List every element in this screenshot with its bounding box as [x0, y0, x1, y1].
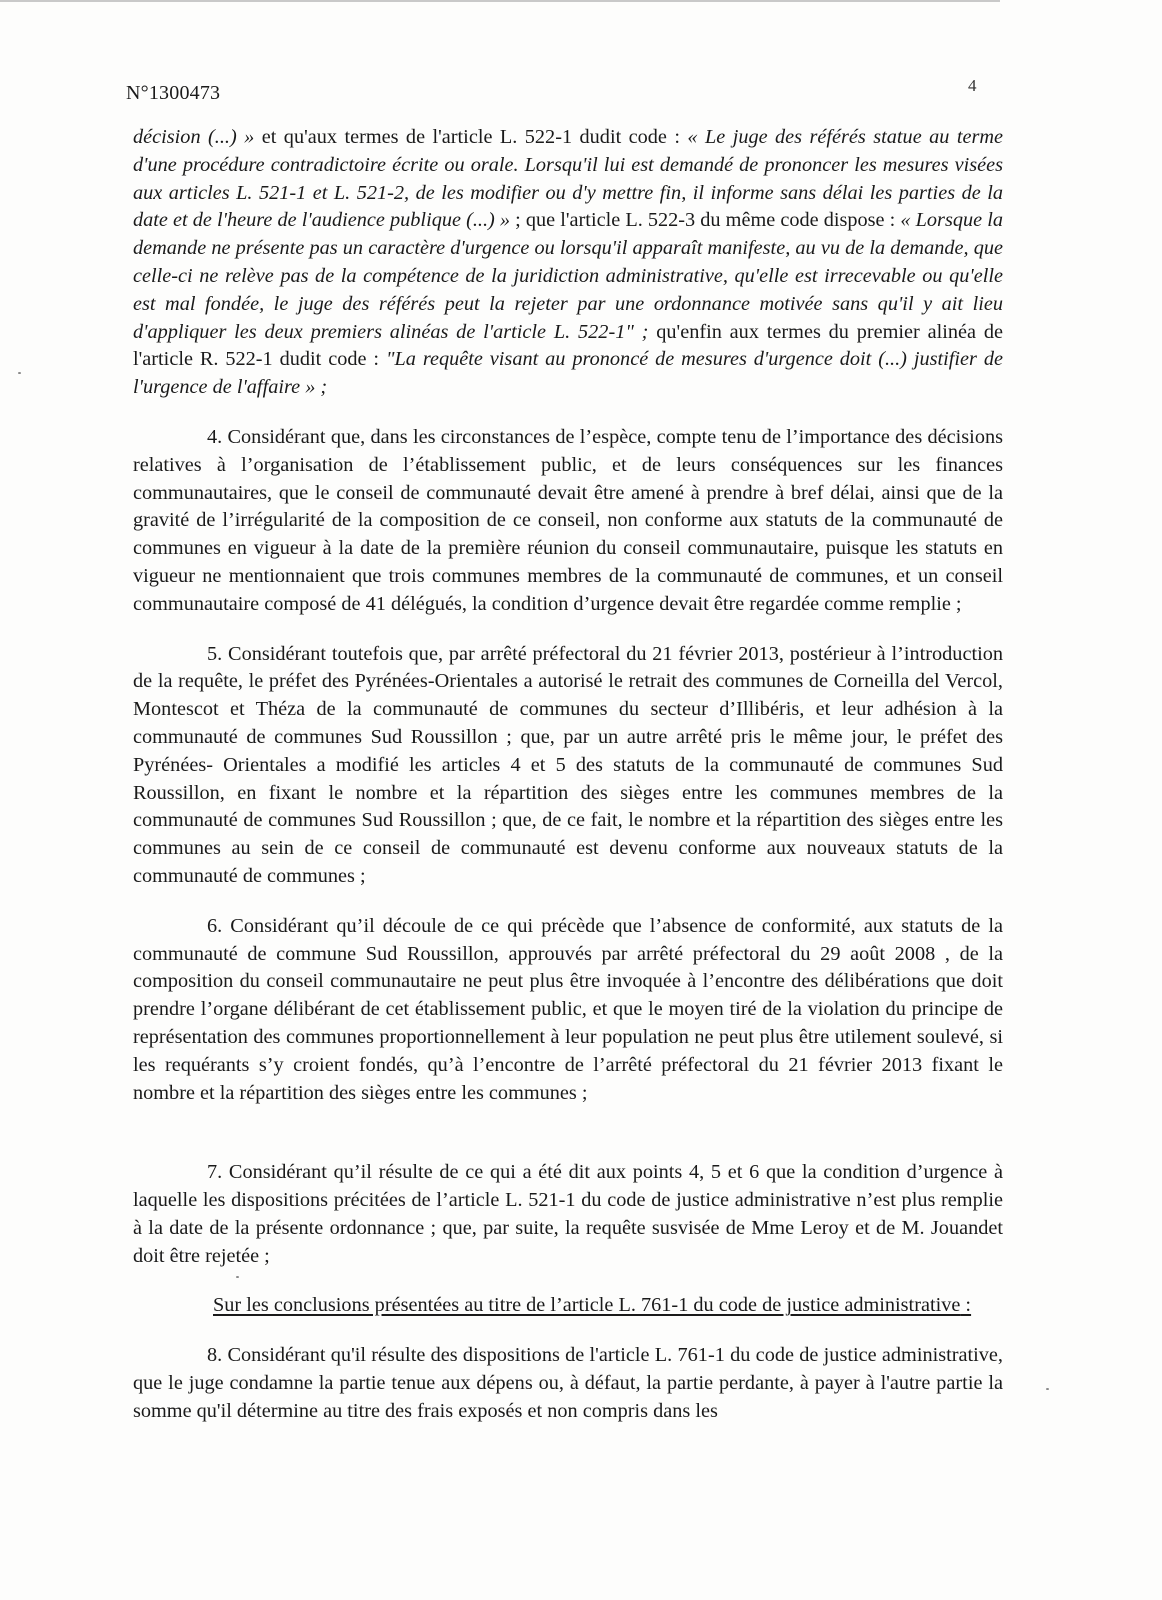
- text-fragment: qu'enfin aux termes du premier alinéa de l'article R. 522-1 dudit code :: [133, 320, 1003, 371]
- scan-speck: [1046, 1388, 1049, 1390]
- section-heading-text: Sur les conclusions présentées au titre de l’article L. 761-1 du code de justice administrative: [213, 1294, 961, 1317]
- quote-article-l522-3: « Lorsque la demande ne présente pas un caractère d'urgence ou lorsqu'il apparaît manifeste, au vu de la demande, que celle-ci ne relève pas de la compétence de la juridiction administrative, qu'elle est irrecevable ou qu'elle est mal fondée, le juge des référés peut la rejeter par une ordonnance motivée sans qu'il y ait lieu d'appliquer les deux premiers alinéas de l'article L. 522-1" ;: [133, 209, 1003, 343]
- paragraph-8: 8. Considérant qu'il résulte des dispositions de l'article L. 761-1 du code de justice administrative, que le juge condamne la partie tenue aux dépens ou, à défaut, la partie perdante, à payer à l'autre partie la somme qu'il détermine au titre des frais exposés et non compris dans les: [133, 1344, 1003, 1422]
- case-number: N°1300473: [126, 82, 221, 104]
- paragraph-5: 5. Considérant toutefois que, par arrêté préfectoral du 21 février 2013, postérieur à l’introduction de la requête, le préfet des Pyrénées-Orientales a autorisé le retrait des communes de Corneilla del Vercol, Montescot et Théza de la communauté de communes du secteur d’Illibéris, et leur adhésion à la communauté de communes Sud Roussillon ; que, par un autre arrêté pris le même jour, le préfet des Pyrénées- Orientales a modifié les articles 4 et 5 des statuts de la communauté de communes Sud Roussillon, en fixant le nombre et la répartition des sièges entre les communes membres de la communauté de communes Sud Roussillon ; que, de ce fait, le nombre et la répartition des sièges entre les communes au sein de ce conseil de communauté est devenu conforme aux nouveaux statuts de la communauté de communes ;: [133, 642, 1003, 887]
- quote-article-l522-1: « Le juge des référés statue au terme d'une procédure contradictoire écrite ou orale. Lorsqu'il lui est demandé de prononcer les mesures visées aux articles L. 521-1 et L. 521-2, de les modifier ou d'y mettre fin, il informe sans délai les parties de la date et de l'heure de l'audience publique (...) »: [133, 126, 1004, 232]
- scan-speck: [18, 372, 21, 374]
- quote-article-r522-1: "La requête visant au prononcé de mesures d'urgence doit (...) justifier de l'urgence de l'affaire » ;: [133, 348, 1004, 399]
- text-fragment: et qu'aux termes de l'article L. 522-1 dudit code :: [254, 126, 688, 148]
- paragraph-3-continuation: [133, 124, 1003, 402]
- scan-edge-line: [0, 0, 1000, 2]
- document-body: [133, 124, 1003, 1426]
- quote-fragment: décision (...) »: [133, 126, 255, 148]
- section-heading-colon: :: [960, 1294, 972, 1317]
- paragraph-7: 7. Considérant qu’il résulte de ce qui a été dit aux points 4, 5 et 6 que la condition d’urgence à laquelle les dispositions précitées de l’article L. 521-1 du code de justice administrative n’est plus remplie à la date de la présente ordonnance ; que, par suite, la requête susvisée de Mme Leroy et de M. Jouandet doit être rejetée ;: [133, 1161, 1003, 1267]
- page-number: 4: [968, 76, 977, 95]
- paragraph-4: 4. Considérant que, dans les circonstances de l’espèce, compte tenu de l’importance des décisions relatives à l’organisation de l’établissement public, et de leurs conséquences sur les finances communautaires, que le conseil de communauté devait être amené à prendre à bref délai, ainsi que de la gravité de l’irrégularité de la composition de ce conseil, non conforme aux statuts de la communauté de communes en vigueur à la date de la première réunion du conseil communautaire, puisque les statuts en vigueur ne mentionnaient que trois communes membres de la communauté de communes, et un conseil communautaire composé de 41 délégués, la condition d’urgence devait être regardée comme remplie ;: [133, 425, 1003, 615]
- section-heading: [133, 1292, 1003, 1320]
- scan-speck: [236, 1276, 239, 1278]
- paragraph-6: 6. Considérant qu’il découle de ce qui précède que l’absence de conformité, aux statuts de la communauté de commune Sud Roussillon, approuvés par arrêté préfectoral du 29 août 2008 , de la composition du conseil communautaire ne peut plus être invoquée à l’encontre des délibérations que doit prendre l’organe délibérant de cet établissement public, et que le moyen tiré de la violation du principe de représentation des communes proportionnellement à leur population ne peut plus être utilement soulevé, si les requérants s’y croient fondés, qu’à l’encontre de l’arrêté préfectoral du 21 février 2013 fixant le nombre et la répartition des sièges entre les communes ;: [133, 914, 1003, 1104]
- text-fragment: ; que l'article L. 522-3 du même code dispose :: [510, 209, 901, 232]
